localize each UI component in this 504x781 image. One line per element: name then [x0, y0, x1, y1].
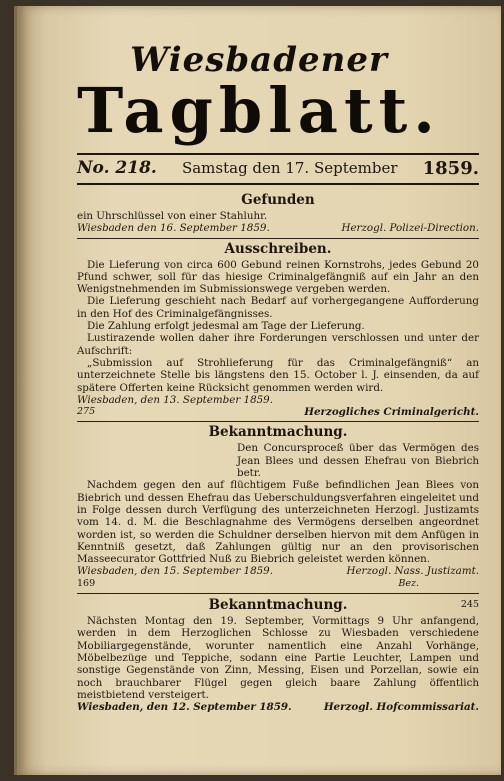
signer-secondary: Bez.: [398, 577, 419, 589]
notice-signature: [77, 565, 479, 577]
place-date: Wiesbaden, den 15. September 1859.: [77, 565, 273, 578]
notice-footer: [77, 578, 479, 590]
notice-text: ein Uhrschlüssel von einer Stahluhr.: [77, 210, 268, 222]
notice-paragraph: Die Zahlung erfolgt jedesmal am Tage der Lieferung.: [87, 320, 365, 333]
masthead-rule-bottom: [77, 183, 479, 185]
notice-tender: [77, 241, 479, 419]
notice-paragraph: Lustirazende wollen daher ihre Forderungen verschlossen und unter der Aufschrift:: [77, 332, 479, 357]
notice-auction: [77, 596, 479, 713]
notice-paragraph: Die Lieferung von circa 600 Gebund reinen Kornstrohs, jedes Gebund 20 Pfund schwer, soll für das hiesige Criminalgefängniß auf ein Jahr an den Wenigstnehmenden im Submissionswege vergeben werden.: [77, 258, 479, 296]
signer: Herzogliches Criminalgericht.: [304, 406, 479, 419]
notice-signature: [77, 394, 479, 406]
notice-number: 169: [77, 577, 96, 589]
notice-heading: Gefunden: [241, 192, 315, 208]
place-date: Wiesbaden, den 12. September 1859.: [77, 701, 292, 714]
divider: [77, 238, 479, 239]
notice-concurs: [77, 424, 479, 590]
issue-date: Samstag den 17. September: [181, 159, 398, 177]
notice-signature: [77, 701, 479, 713]
notice-number: 275: [77, 406, 96, 418]
divider: [77, 421, 479, 422]
notice-paragraph: Nächsten Montag den 19. September, Vormittags 9 Uhr anfangend, werden in dem Herzoglichen Schlosse zu Wiesbaden verschiedene Mobiliargegenstände, worunter namentlich eine Anzahl Vorhänge, Möbelbezüge und Teppiche, sodann eine Partie Leuchter, Lampen und sonstige Gegenstände von Zinn, Messing, Eisen und Porzellan, sowie ein noch brauchbarer Flügel gegen gleich baare Zahlung öffentlich meistbietend versteigert.: [77, 615, 479, 701]
notice-signature: [77, 406, 479, 418]
issue-line: [77, 156, 479, 180]
notice-signature: [77, 222, 479, 234]
masthead-town: Wiesbadener: [130, 40, 388, 80]
place-date: Wiesbaden den 16. September 1859.: [77, 222, 270, 235]
notice-heading: Ausschreiben.: [224, 240, 332, 257]
masthead-rule-top: [77, 153, 479, 155]
issue-year: 1859.: [422, 157, 479, 179]
page-body: [77, 190, 479, 713]
notice-subject: Den Concursproceß über das Vermögen des Jean Blees und dessen Ehefrau von Biebrich betr.: [237, 442, 479, 480]
notice-head-row: [77, 596, 479, 615]
notice-number: 245: [460, 599, 479, 611]
newspaper-page: [14, 6, 501, 775]
notice-found: [77, 192, 479, 235]
notice-heading: Bekanntmachung.: [208, 597, 348, 614]
masthead-title: Tagblatt.: [77, 74, 441, 147]
notice-paragraph: Nachdem gegen den auf flüchtigem Fuße befindlichen Jean Blees von Biebrich und dessen Ehefrau das Ueberschuldungsverfahren eingeleitet und in Folge dessen durch Verfügung des unterzeichneten Herzogl. Justizamts vom 14. d. M. die Beschlagnahme des Vermögens derselben angeordnet worden ist, so werden die Schuldner derselben hiervon mit dem Anfügen in Kenntniß gesetzt, daß Zahlungen gültig nur an den provisorischen Masseecurator Gottfried Nuß zu Biebrich geleistet werden können.: [77, 479, 479, 566]
notice-paragraph: Die Lieferung geschieht nach Bedarf auf vorhergegangene Aufforderung in den Hof des Criminalgefängnisses.: [77, 295, 479, 320]
issue-number: No. 218.: [77, 158, 157, 178]
notice-heading: Bekanntmachung.: [208, 424, 348, 441]
signer: Herzogl. Nass. Justizamt.: [346, 565, 479, 578]
notice-paragraph: „Submission auf Strohlieferung für das Criminalgefängniß“ an unterzeichnete Stelle bis längstens den 15. October l. J. einsenden, da auf spätere Offerten keine Rücksicht genommen werden wird.: [77, 356, 479, 394]
divider: [77, 593, 479, 594]
signer: Herzogl. Polizei-Direction.: [341, 222, 479, 235]
place-date: Wiesbaden, den 13. September 1859.: [77, 393, 273, 406]
signer: Herzogl. Hofcommissariat.: [323, 701, 479, 714]
